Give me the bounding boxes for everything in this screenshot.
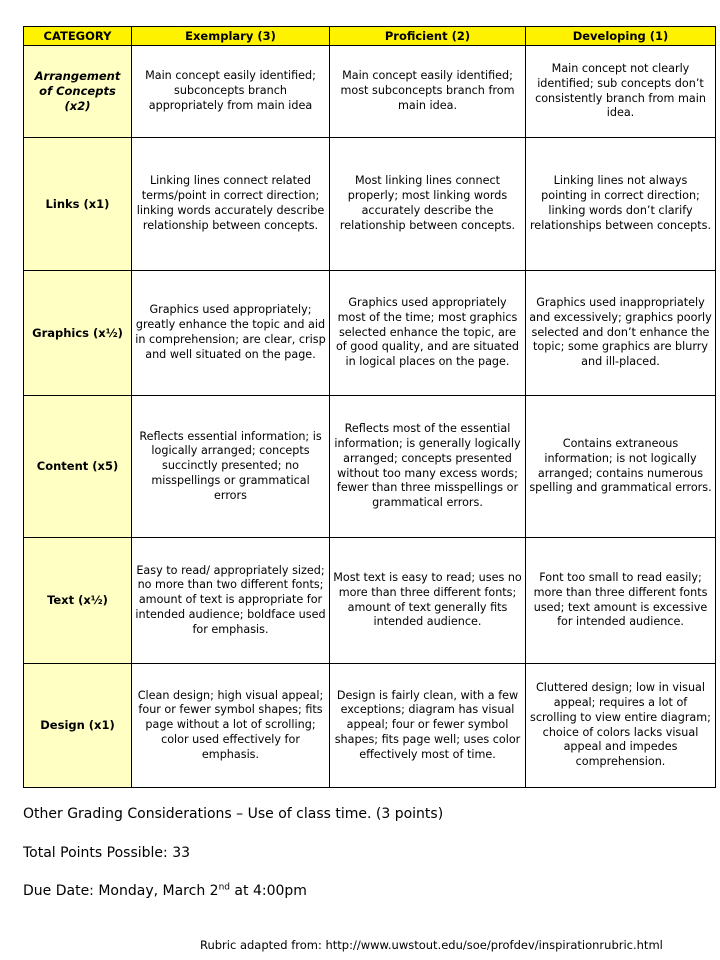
category-cell: Graphics (x½)	[24, 271, 132, 396]
header-exemplary: Exemplary (3)	[132, 27, 330, 46]
developing-cell: Linking lines not always pointing in correct direction; linking words don’t clarify relationships between concepts.	[526, 138, 716, 271]
table-row	[24, 271, 716, 396]
other-considerations: Other Grading Considerations – Use of class time. (3 points)	[23, 806, 444, 822]
developing-cell: Main concept not clearly identified; sub concepts don’t consistently branch from main idea.	[526, 46, 716, 138]
category-cell: Content (x5)	[24, 396, 132, 538]
header-developing: Developing (1)	[526, 27, 716, 46]
table-row	[24, 538, 716, 664]
proficient-cell: Design is fairly clean, with a few exceptions; diagram has visual appeal; four or fewer symbol shapes; fits page well; uses color effectively most of time.	[330, 664, 526, 788]
total-points: Total Points Possible: 33	[23, 845, 191, 861]
developing-cell: Contains extraneous information; is not logically arranged; contains numerous spelling and grammatical errors.	[526, 396, 716, 538]
proficient-cell: Most text is easy to read; uses no more than three different fonts; amount of text generally fits intended audience.	[330, 538, 526, 664]
table-row	[24, 46, 716, 138]
category-cell: Design (x1)	[24, 664, 132, 788]
header-proficient: Proficient (2)	[330, 27, 526, 46]
exemplary-cell: Linking lines connect related terms/point in correct direction; linking words accurately describe relationship between concepts.	[132, 138, 330, 271]
table-row	[24, 396, 716, 538]
proficient-cell: Most linking lines connect properly; most linking words accurately describe the relationship between concepts.	[330, 138, 526, 271]
developing-cell: Graphics used inappropriately and excessively; graphics poorly selected and don’t enhance the topic; some graphics are blurry and ill-placed.	[526, 271, 716, 396]
rubric-table	[23, 26, 716, 788]
header-category: CATEGORY	[24, 27, 132, 46]
category-cell: Arrangement of Concepts (x2)	[24, 46, 132, 138]
source-footer: Rubric adapted from: http://www.uwstout.edu/soe/profdev/inspirationrubric.html	[200, 938, 663, 952]
due-date	[23, 883, 307, 899]
due-date-suffix: nd	[218, 882, 230, 893]
exemplary-cell: Main concept easily identified; subconcepts branch appropriately from main idea	[132, 46, 330, 138]
exemplary-cell: Graphics used appropriately; greatly enhance the topic and aid in comprehension; are clear, crisp and well situated on the page.	[132, 271, 330, 396]
table-row	[24, 664, 716, 788]
exemplary-cell: Clean design; high visual appeal; four or fewer symbol shapes; fits page without a lot of scrolling; color used effectively for emphasis.	[132, 664, 330, 788]
exemplary-cell: Reflects essential information; is logically arranged; concepts succinctly presented; no misspellings or grammatical errors	[132, 396, 330, 538]
developing-cell: Font too small to read easily; more than three different fonts used; text amount is excessive for intended audience.	[526, 538, 716, 664]
category-cell: Links (x1)	[24, 138, 132, 271]
table-row	[24, 138, 716, 271]
proficient-cell: Main concept easily identified; most subconcepts branch from main idea.	[330, 46, 526, 138]
proficient-cell: Reflects most of the essential information; is generally logically arranged; concepts presented without too many excess words; fewer than three misspellings or grammatical errors.	[330, 396, 526, 538]
header-row	[24, 27, 716, 46]
due-date-prefix: Due Date: Monday, March 2	[23, 883, 219, 899]
due-date-rest: at 4:00pm	[229, 883, 307, 899]
exemplary-cell: Easy to read/ appropriately sized; no more than two different fonts; amount of text is appropriate for intended audience; boldface used for emphasis.	[132, 538, 330, 664]
category-cell: Text (x½)	[24, 538, 132, 664]
developing-cell: Cluttered design; low in visual appeal; requires a lot of scrolling to view entire diagram; choice of colors lacks visual appeal and impedes comprehension.	[526, 664, 716, 788]
proficient-cell: Graphics used appropriately most of the time; most graphics selected enhance the topic, are of good quality, and are situated in logical places on the page.	[330, 271, 526, 396]
